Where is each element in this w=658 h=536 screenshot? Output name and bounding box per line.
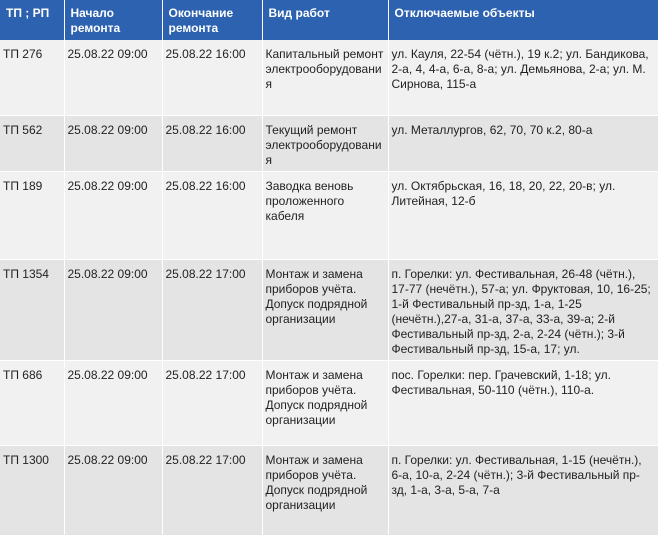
cell-work-type: Монтаж и замена приборов учёта. Допуск подрядной организации bbox=[262, 445, 388, 535]
cell-objects: ул. Октябрьская, 16, 18, 20, 22, 20-в; ул. Литейная, 12-б bbox=[388, 171, 658, 259]
header-row bbox=[0, 0, 658, 40]
cell-end: 25.08.22 17:00 bbox=[162, 259, 262, 360]
cell-substation: ТП 1354 bbox=[0, 259, 64, 360]
table-row bbox=[0, 259, 658, 360]
cell-end: 25.08.22 16:00 bbox=[162, 40, 262, 115]
cell-objects: ул. Металлургов, 62, 70, 70 к.2, 80-а bbox=[388, 115, 658, 171]
cell-work-type: Монтаж и замена приборов учёта. Допуск подрядной организации bbox=[262, 360, 388, 445]
cell-end: 25.08.22 16:00 bbox=[162, 171, 262, 259]
cell-objects: п. Горелки: ул. Фестивальная, 26-48 (чётн.), 17-77 (нечётн.), 57-а; ул. Фруктовая, 10, 16-25; 1-й Фестивальный пр-зд, 1-а, 1-25 (нечётн.),27-а, 31-а, 37-а, 33-а, 39-а; 2-й Фестивальный пр-зд, 2-а, 2-24 (чётн.); 3-й Фестивальный пр-зд, 15-а, 17; ул. bbox=[388, 259, 658, 360]
cell-objects: ул. Кауля, 22-54 (чётн.), 19 к.2; ул. Бандикова, 2-а, 4, 4-а, 6-а, 8-а; ул. Демьянова, 2-а; ул. М. Сирнова, 115-а bbox=[388, 40, 658, 115]
cell-substation: ТП 1300 bbox=[0, 445, 64, 535]
cell-substation: ТП 189 bbox=[0, 171, 64, 259]
table-row bbox=[0, 360, 658, 445]
cell-start: 25.08.22 09:00 bbox=[64, 115, 162, 171]
cell-end: 25.08.22 16:00 bbox=[162, 115, 262, 171]
cell-work-type: Монтаж и замена приборов учёта. Допуск подрядной организации bbox=[262, 259, 388, 360]
cell-substation: ТП 276 bbox=[0, 40, 64, 115]
cell-substation: ТП 686 bbox=[0, 360, 64, 445]
cell-objects: п. Горелки: ул. Фестивальная, 1-15 (нечётн.), 6-а, 10-а, 2-24 (чётн.); 3-й Фестивальный пр-зд, 1-а, 3-а, 5-а, 7-а bbox=[388, 445, 658, 535]
cell-start: 25.08.22 09:00 bbox=[64, 171, 162, 259]
column-header-start: Начало ремонта bbox=[64, 0, 162, 40]
cell-objects: пос. Горелки: пер. Грачевский, 1-18; ул. Фестивальная, 50-110 (чётн.), 110-а. bbox=[388, 360, 658, 445]
cell-work-type: Заводка веновь проложенного кабеля bbox=[262, 171, 388, 259]
table-body bbox=[0, 40, 658, 535]
column-header-substation: ТП ; РП bbox=[0, 0, 64, 40]
table-row bbox=[0, 445, 658, 535]
cell-start: 25.08.22 09:00 bbox=[64, 259, 162, 360]
cell-start: 25.08.22 09:00 bbox=[64, 360, 162, 445]
table-row bbox=[0, 40, 658, 115]
cell-start: 25.08.22 09:00 bbox=[64, 445, 162, 535]
cell-start: 25.08.22 09:00 bbox=[64, 40, 162, 115]
column-header-work-type: Вид работ bbox=[262, 0, 388, 40]
table-row bbox=[0, 171, 658, 259]
column-header-objects: Отключаемые объекты bbox=[388, 0, 658, 40]
cell-substation: ТП 562 bbox=[0, 115, 64, 171]
cell-work-type: Текущий ремонт электрооборудования bbox=[262, 115, 388, 171]
cell-end: 25.08.22 17:00 bbox=[162, 445, 262, 535]
cell-work-type: Капитальный ремонт электрооборудования bbox=[262, 40, 388, 115]
table-header bbox=[0, 0, 658, 40]
table-row bbox=[0, 115, 658, 171]
column-header-end: Окончание ремонта bbox=[162, 0, 262, 40]
cell-end: 25.08.22 17:00 bbox=[162, 360, 262, 445]
